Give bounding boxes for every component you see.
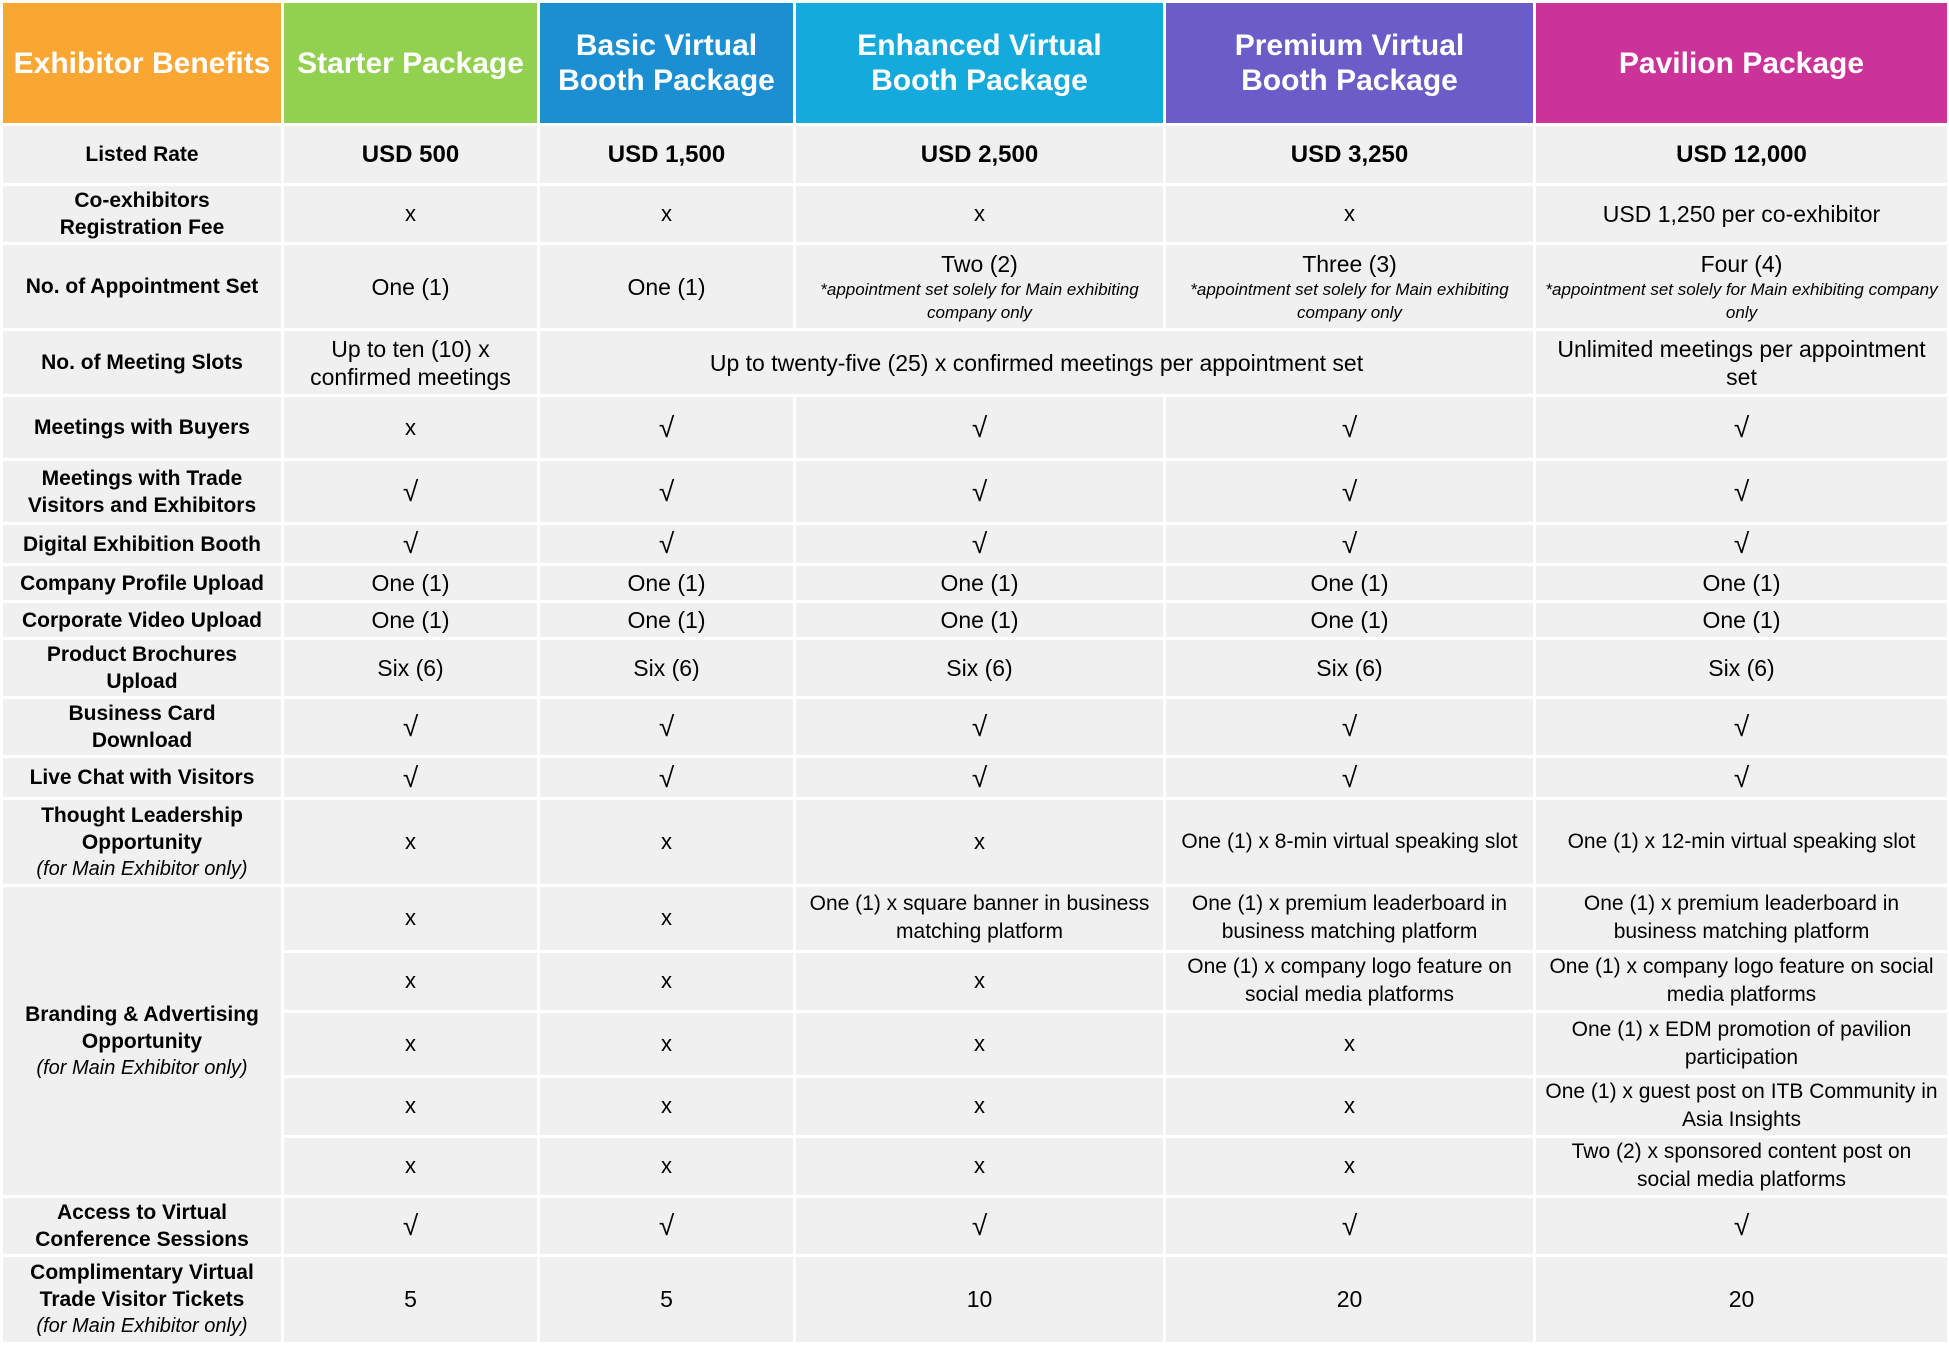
cell-pavilion: 20 (1535, 1255, 1949, 1343)
row-business-card (2, 698, 1949, 757)
cell-premium: x (1165, 1076, 1535, 1136)
cell-enhanced: x (795, 1011, 1165, 1076)
cell-enhanced: x (795, 951, 1165, 1011)
row-label: Thought Leadership Opportunity (for Main Exhibitor only) (2, 799, 283, 885)
cell-premium: √ (1165, 1196, 1535, 1255)
row-label: Digital Exhibition Booth (2, 524, 283, 565)
cell-pavilion: √ (1535, 698, 1949, 757)
cell-premium: √ (1165, 757, 1535, 799)
cell-premium: x (1165, 1011, 1535, 1076)
cell-premium: One (1) x company logo feature on social media platforms (1165, 951, 1535, 1011)
header-pavilion-package: Pavilion Package (1535, 2, 1949, 125)
row-branding-2 (2, 951, 1949, 1011)
cell-pavilion: √ (1535, 1196, 1949, 1255)
cell-starter: x (283, 185, 539, 244)
cell-starter: 5 (283, 1255, 539, 1343)
cell-starter: √ (283, 524, 539, 565)
row-label: Complimentary Virtual Trade Visitor Tickets (for Main Exhibitor only) (2, 1255, 283, 1343)
cell-pavilion: One (1) x company logo feature on social media platforms (1535, 951, 1949, 1011)
row-complimentary-tickets (2, 1255, 1949, 1343)
cell-premium: One (1) (1165, 602, 1535, 639)
appointment-note: *appointment set solely for Main exhibiting company only (1190, 279, 1509, 322)
header-basic-package: Basic Virtual Booth Package (539, 2, 795, 125)
cell-pavilion: Unlimited meetings per appointment set (1535, 330, 1949, 396)
cell-enhanced: √ (795, 524, 1165, 565)
cell-enhanced: x (795, 1136, 1165, 1196)
cell-starter: Up to ten (10) x confirmed meetings (283, 330, 539, 396)
row-meeting-slots (2, 330, 1949, 396)
row-label: Meetings with Buyers (2, 396, 283, 460)
row-appointment-set (2, 244, 1949, 330)
cell-basic: x (539, 1136, 795, 1196)
row-label-branding: Branding & Advertising Opportunity (for Main Exhibitor only) (2, 885, 283, 1196)
cell-starter: x (283, 396, 539, 460)
cell-basic: x (539, 951, 795, 1011)
cell-premium: One (1) (1165, 565, 1535, 602)
cell-enhanced: √ (795, 698, 1165, 757)
header-premium-package: Premium Virtual Booth Package (1165, 2, 1535, 125)
header-starter-package: Starter Package (283, 2, 539, 125)
cell-premium: One (1) x premium leaderboard in business matching platform (1165, 885, 1535, 951)
cell-enhanced: √ (795, 757, 1165, 799)
cell-pavilion: Six (6) (1535, 639, 1949, 698)
appointment-note: *appointment set solely for Main exhibiting company only (1545, 279, 1938, 322)
row-co-exhibitors (2, 185, 1949, 244)
cell-basic: x (539, 799, 795, 885)
cell-basic: x (539, 185, 795, 244)
cell-premium: √ (1165, 396, 1535, 460)
cell-premium: √ (1165, 698, 1535, 757)
cell-premium: Six (6) (1165, 639, 1535, 698)
cell-pavilion: USD 1,250 per co-exhibitor (1535, 185, 1949, 244)
cell-pavilion: One (1) x premium leaderboard in business matching platform (1535, 885, 1949, 951)
cell-enhanced: x (795, 185, 1165, 244)
cell-enhanced: Six (6) (795, 639, 1165, 698)
row-meetings-trade (2, 460, 1949, 524)
cell-premium: √ (1165, 460, 1535, 524)
header-row (2, 2, 1949, 125)
cell-premium: Three (3) *appointment set solely for Main exhibiting company only (1165, 244, 1535, 330)
cell-basic: √ (539, 757, 795, 799)
row-label: No. of Appointment Set (2, 244, 283, 330)
cell-starter: x (283, 951, 539, 1011)
row-branding-4 (2, 1076, 1949, 1136)
cell-basic: x (539, 1076, 795, 1136)
cell-enhanced: √ (795, 396, 1165, 460)
row-label: No. of Meeting Slots (2, 330, 283, 396)
cell-starter: √ (283, 698, 539, 757)
cell-starter: One (1) (283, 244, 539, 330)
header-enhanced-package: Enhanced Virtual Booth Package (795, 2, 1165, 125)
cell-starter: One (1) (283, 565, 539, 602)
cell-pavilion: Two (2) x sponsored content post on social media platforms (1535, 1136, 1949, 1196)
row-label: Company Profile Upload (2, 565, 283, 602)
cell-pavilion: Four (4) *appointment set solely for Main exhibiting company only (1535, 244, 1949, 330)
cell-starter: x (283, 885, 539, 951)
row-product-brochures (2, 639, 1949, 698)
cell-enhanced: 10 (795, 1255, 1165, 1343)
cell-basic: One (1) (539, 565, 795, 602)
cell-pavilion: USD 12,000 (1535, 125, 1949, 185)
cell-enhanced: One (1) (795, 565, 1165, 602)
cell-starter: √ (283, 757, 539, 799)
cell-basic: √ (539, 1196, 795, 1255)
cell-pavilion: One (1) x 12-min virtual speaking slot (1535, 799, 1949, 885)
cell-enhanced: One (1) (795, 602, 1165, 639)
cell-pavilion: One (1) (1535, 565, 1949, 602)
row-label: Live Chat with Visitors (2, 757, 283, 799)
appointment-note: *appointment set solely for Main exhibiting company only (820, 279, 1139, 322)
cell-pavilion: √ (1535, 757, 1949, 799)
cell-premium: x (1165, 185, 1535, 244)
cell-basic: √ (539, 460, 795, 524)
cell-starter: √ (283, 460, 539, 524)
cell-starter: One (1) (283, 602, 539, 639)
row-branding-3 (2, 1011, 1949, 1076)
cell-enhanced: √ (795, 460, 1165, 524)
row-conference-access (2, 1196, 1949, 1255)
cell-premium: √ (1165, 524, 1535, 565)
cell-starter: USD 500 (283, 125, 539, 185)
row-label: Business Card Download (2, 698, 283, 757)
cell-basic: x (539, 885, 795, 951)
cell-starter: x (283, 1136, 539, 1196)
cell-pavilion: √ (1535, 524, 1949, 565)
cell-premium: 20 (1165, 1255, 1535, 1343)
row-company-profile (2, 565, 1949, 602)
cell-basic: USD 1,500 (539, 125, 795, 185)
cell-pavilion: One (1) x guest post on ITB Community in Asia Insights (1535, 1076, 1949, 1136)
cell-enhanced: x (795, 1076, 1165, 1136)
cell-enhanced: Two (2) *appointment set solely for Main exhibiting company only (795, 244, 1165, 330)
row-label: Listed Rate (2, 125, 283, 185)
row-live-chat (2, 757, 1949, 799)
cell-enhanced: One (1) x square banner in business matching platform (795, 885, 1165, 951)
cell-basic: √ (539, 698, 795, 757)
cell-basic: 5 (539, 1255, 795, 1343)
row-meetings-buyers (2, 396, 1949, 460)
cell-starter: √ (283, 1196, 539, 1255)
row-label: Product Brochures Upload (2, 639, 283, 698)
cell-basic: One (1) (539, 244, 795, 330)
cell-premium: x (1165, 1136, 1535, 1196)
cell-basic: √ (539, 396, 795, 460)
cell-starter: x (283, 1011, 539, 1076)
row-label: Meetings with Trade Visitors and Exhibitors (2, 460, 283, 524)
cell-pavilion: √ (1535, 460, 1949, 524)
cell-pavilion: One (1) (1535, 602, 1949, 639)
row-branding-5 (2, 1136, 1949, 1196)
cell-basic-enhanced-premium: Up to twenty-five (25) x confirmed meetings per appointment set (539, 330, 1535, 396)
cell-starter: Six (6) (283, 639, 539, 698)
cell-basic: √ (539, 524, 795, 565)
row-listed-rate (2, 125, 1949, 185)
row-thought-leadership (2, 799, 1949, 885)
cell-starter: x (283, 799, 539, 885)
row-corporate-video (2, 602, 1949, 639)
cell-enhanced: √ (795, 1196, 1165, 1255)
cell-pavilion: One (1) x EDM promotion of pavilion participation (1535, 1011, 1949, 1076)
header-exhibitor-benefits: Exhibitor Benefits (2, 2, 283, 125)
row-label: Access to Virtual Conference Sessions (2, 1196, 283, 1255)
cell-enhanced: USD 2,500 (795, 125, 1165, 185)
cell-enhanced: x (795, 799, 1165, 885)
row-branding-1 (2, 885, 1949, 951)
cell-pavilion: √ (1535, 396, 1949, 460)
cell-basic: One (1) (539, 602, 795, 639)
cell-premium: USD 3,250 (1165, 125, 1535, 185)
cell-starter: x (283, 1076, 539, 1136)
row-label: Co-exhibitors Registration Fee (2, 185, 283, 244)
cell-basic: x (539, 1011, 795, 1076)
row-digital-booth (2, 524, 1949, 565)
row-label: Corporate Video Upload (2, 602, 283, 639)
cell-basic: Six (6) (539, 639, 795, 698)
cell-premium: One (1) x 8-min virtual speaking slot (1165, 799, 1535, 885)
